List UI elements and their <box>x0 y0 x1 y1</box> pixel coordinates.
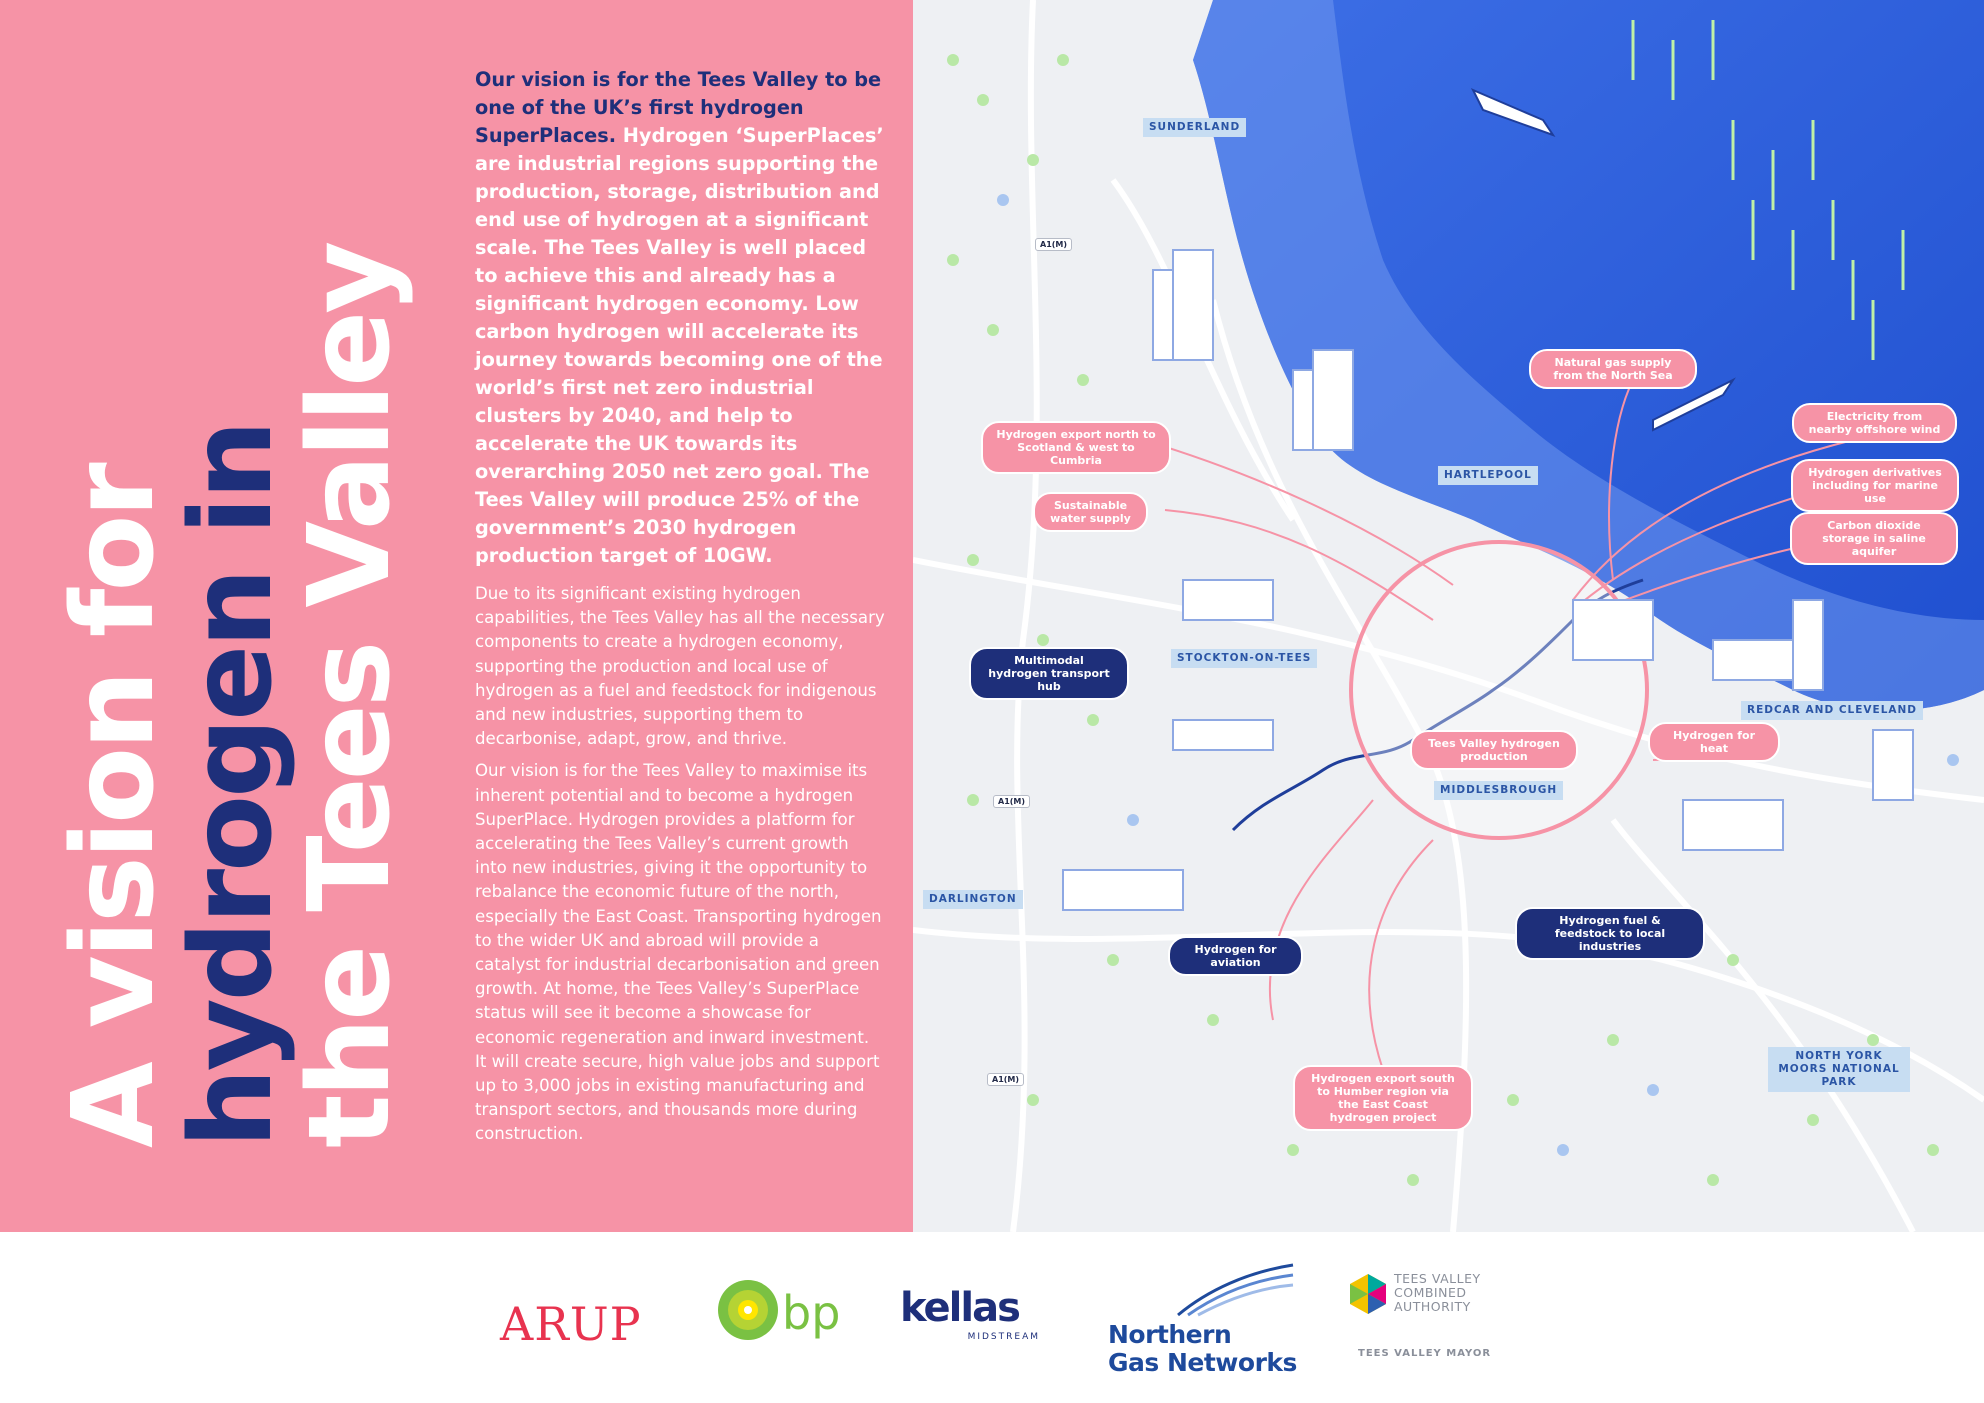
title-line-1: A vision for <box>49 465 179 1148</box>
tvca-mayor: TEES VALLEY MAYOR <box>1358 1348 1492 1359</box>
bp-helios-icon <box>716 1278 780 1342</box>
tvca-line-2: COMBINED <box>1394 1285 1467 1300</box>
label-water-supply: Sustainable water supply <box>1033 492 1148 532</box>
ngn-swoosh-icon <box>1108 1260 1298 1320</box>
body-text <box>475 66 885 1155</box>
kellas-submark: MIDSTREAM <box>967 1332 1040 1342</box>
place-redcar: REDCAR AND CLEVELAND <box>1741 701 1923 720</box>
vertical-title <box>49 243 415 1148</box>
ngn-line-2: Gas Networks <box>1108 1348 1297 1377</box>
label-export-south: Hydrogen export south to Humber region via the East Coast hydrogen project <box>1293 1065 1473 1131</box>
arup-logo: ARUP <box>500 1297 642 1351</box>
bp-logo <box>716 1278 841 1354</box>
ngn-line-1: Northern <box>1108 1320 1232 1349</box>
label-gas-supply: Natural gas supply from the North Sea <box>1529 349 1697 389</box>
label-co2-storage: Carbon dioxide storage in saline aquifer <box>1790 512 1958 565</box>
lead-rest-text: Hydrogen ‘SuperPlaces’ are industrial regions supporting the production, storage, distribution and end use of hydrogen at a significant scale. The Tees Valley is well placed to achieve this and already has a significant hydrogen economy. Low carbon hydrogen will accelerate its journey towards becoming one of the world’s first net zero industrial clusters by 2040, and help to accelerate the UK towards its overarching 2050 net zero goal. The Tees Valley will produce 25% of the government’s 2030 hydrogen production target of 10GW. <box>475 124 884 567</box>
label-fuel-feedstock: Hydrogen fuel & feedstock to local industries <box>1515 907 1705 960</box>
tvca-line-3: AUTHORITY <box>1394 1299 1471 1314</box>
road-a1m-north: A1(M) <box>1035 238 1072 251</box>
kellas-logo <box>900 1285 1040 1348</box>
left-panel <box>0 0 913 1232</box>
label-transport-hub: Multimodal hydrogen transport hub <box>969 647 1129 700</box>
title-line-3: the Tees Valley <box>285 243 415 1148</box>
partner-logo-strip <box>0 1232 1984 1403</box>
road-a1m-middle: A1(M) <box>993 795 1030 808</box>
body-paragraph-2: Our vision is for the Tees Valley to maximise its inherent potential and to become a hydrogen SuperPlace. Hydrogen provides a platform for accelerating the Tees Valley’s current growth into new industries, giving it the opportunity to rebalance the economic future of the north, especially the East Coast. Transporting hydrogen to the wider UK and abroad will provide a catalyst for industrial decarbonisation and green growth. At home, the Tees Valley’s SuperPlace status will see it become a showcase for economic regeneration and inward investment. It will create secure, high value jobs and support up to 3,000 jobs in existing manufacturing and transport sectors, and thousands more during construction. <box>475 761 882 1144</box>
title-line-2: hydrogen in <box>167 422 297 1148</box>
tees-valley-map <box>913 0 1984 1232</box>
label-offshore-wind: Electricity from nearby offshore wind <box>1792 403 1957 443</box>
place-north-york-moors: NORTH YORK MOORS NATIONAL PARK <box>1768 1047 1910 1092</box>
place-hartlepool: HARTLEPOOL <box>1438 466 1538 485</box>
place-sunderland: SUNDERLAND <box>1143 118 1246 137</box>
label-export-north: Hydrogen export north to Scotland & west to Cumbria <box>981 421 1171 474</box>
label-production: Tees Valley hydrogen production <box>1410 730 1578 770</box>
road-a1m-south: A1(M) <box>987 1073 1024 1086</box>
bp-wordmark: bp <box>782 1286 841 1340</box>
place-stockton: STOCKTON-ON-TEES <box>1171 649 1317 668</box>
label-aviation: Hydrogen for aviation <box>1168 936 1303 976</box>
lead-paragraph <box>475 66 885 570</box>
label-heat: Hydrogen for heat <box>1648 722 1780 762</box>
tvca-logo <box>1346 1272 1506 1372</box>
place-darlington: DARLINGTON <box>923 890 1023 909</box>
lead-bold-text: Our vision is for the Tees Valley to be one of the UK’s first hydrogen SuperPlaces. <box>475 68 882 147</box>
place-middlesbrough: MIDDLESBROUGH <box>1434 781 1563 800</box>
ngn-logo <box>1108 1260 1298 1377</box>
kellas-wordmark: kellas <box>900 1285 1019 1331</box>
body-paragraph-1: Due to its significant existing hydrogen capabilities, the Tees Valley has all the necessary components to create a hydrogen economy, supporting the production and local use of hydrogen as a fuel and feedstock for indigenous and new industries, supporting them to decarbonise, adapt, grow, and thrive. <box>475 584 885 749</box>
label-derivatives: Hydrogen derivatives including for marine use <box>1791 459 1959 512</box>
tvca-line-1: TEES VALLEY <box>1394 1271 1481 1286</box>
tvca-emblem-icon <box>1346 1272 1390 1316</box>
